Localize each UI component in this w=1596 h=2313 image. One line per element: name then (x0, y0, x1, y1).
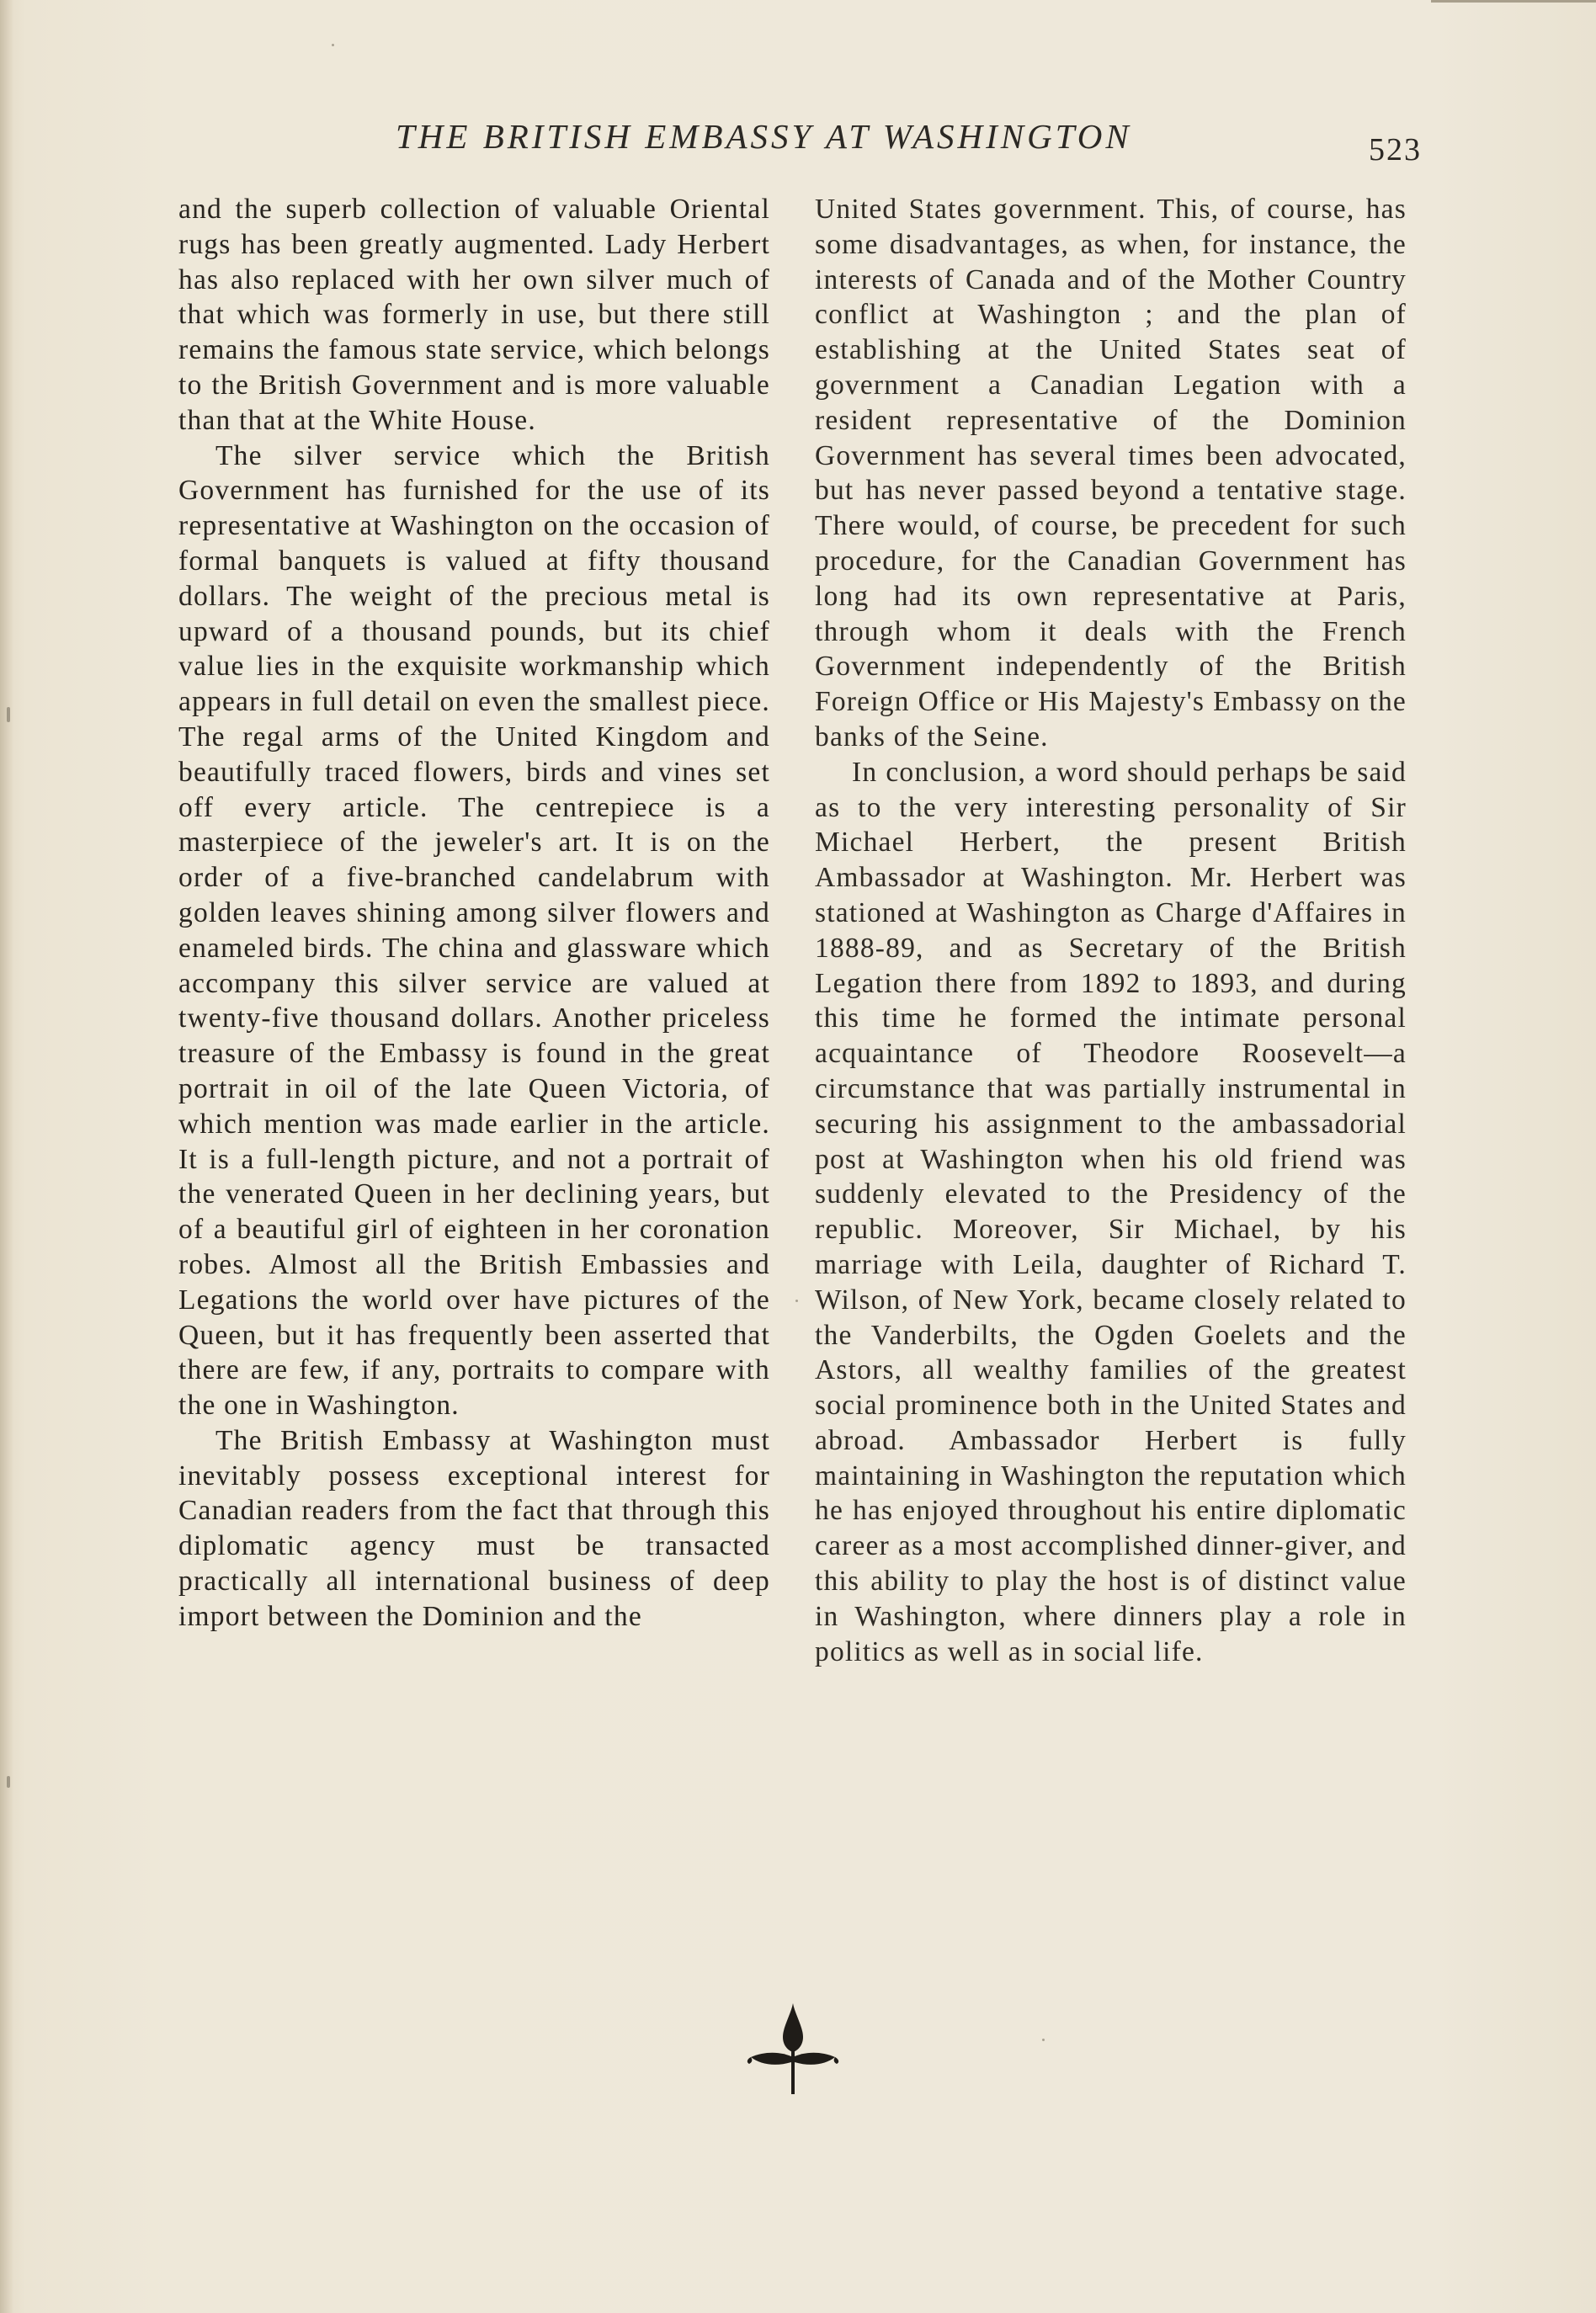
top-edge-rule (1431, 0, 1596, 3)
right-column (815, 192, 1407, 1669)
paper-speck (7, 707, 10, 722)
paper-speck (7, 1776, 10, 1788)
running-title: THE BRITISH EMBASSY AT WASHINGTON (396, 117, 1132, 156)
paper-speck (1042, 2039, 1045, 2041)
paragraph: The silver service which the British Government has furnished for the use of its representative at Washington on the occasion of formal banquets is valued at fifty thousand dollars. The weight of the precious metal is upward of a thousand pounds, but its chief value lies in the exquisite workmanship which appears in full detail on even the smallest piece. The regal arms of the United Kingdom and beautifully traced flowers, birds and vines set off every article. The centrepiece is a masterpiece of the jeweler's art. It is on the order of a five-branched candelabrum with golden leaves shining among silver flowers and enameled birds. The china and glassware which accompany this silver service are valued at twenty-five thousand dollars. Another priceless treasure of the Embassy is found in the great portrait in oil of the late Queen Victoria, of which mention was made earlier in the article. It is a full-length picture, and not a portrait of the venerated Queen in her declining years, but of a beautiful girl of eighteen in her coronation robes. Almost all the British Embassies and Legations the world over have pictures of the Queen, but it has frequently been asserted that there are few, if any, portraits to compare with the one in Washington. (178, 439, 770, 1422)
paragraph: United States government. This, of course, has some disadvantages, as when, for instance, the interests of Canada and of the Mother Country conflict at Washington ; and the plan of establishing at the United States seat of government a Canadian Legation with a resident representative of the Dominion Government has several times been advocated, but has never passed beyond a tentative stage. There would, of course, be precedent for such procedure, for the Canadian Government has long had its own representative at Paris, through whom it deals with the French Government independently of the British Foreign Office or His Majesty's Embassy on the banks of the Seine. (815, 194, 1407, 752)
paper-speck (332, 44, 334, 46)
left-column (178, 192, 770, 1635)
page-number: 523 (1369, 132, 1422, 167)
paragraph: In conclusion, a word should perhaps be said as to the very interesting personality of Sir Michael Herbert, the present British Ambassador at Washington. Mr. Herbert was stationed at Washington as Charge d'Affaires in 1888-89, and as Secretary of the British Legation there from 1892 to 1893, and during this time he formed the intimate personal acquaintance of Theodore Roosevelt—a circumstance that was partially instrumental in securing his assignment to the ambassadorial post at Washington when his old friend was suddenly elevated to the Presidency of the republic. Moreover, Sir Michael, by his marriage with Leila, daughter of Richard T. Wilson, of New York, became closely related to the Vanderbilts, the Ogden Goelets and the Astors, all wealthy families of the greatest social prominence both in the United States and abroad. Ambassador Herbert is fully maintaining in Washington the reputation which he has enjoyed throughout his entire diplomatic career as a most accomplished dinner-giver, and this ability to play the host is of distinct value in Washington, where dinners play a role in politics as well as in social life. (815, 756, 1407, 1667)
paragraph: and the superb collection of valuable Oriental rugs has been greatly augmented. Lady Herbert has also replaced with her own silver much of that which was formerly in use, but there still remains the famous state service, which belongs to the British Government and is more valuable than that at the White House. (178, 194, 770, 436)
paragraph: The British Embassy at Washington must inevitably possess exceptional interest for Canadian readers from the fact that through this diplomatic agency must be transacted practically all international business of deep import between the Dominion and the (178, 1424, 770, 1632)
paper-speck (795, 1300, 798, 1302)
fleuron-icon (741, 1997, 845, 2101)
page-binding-edge (0, 0, 13, 2313)
